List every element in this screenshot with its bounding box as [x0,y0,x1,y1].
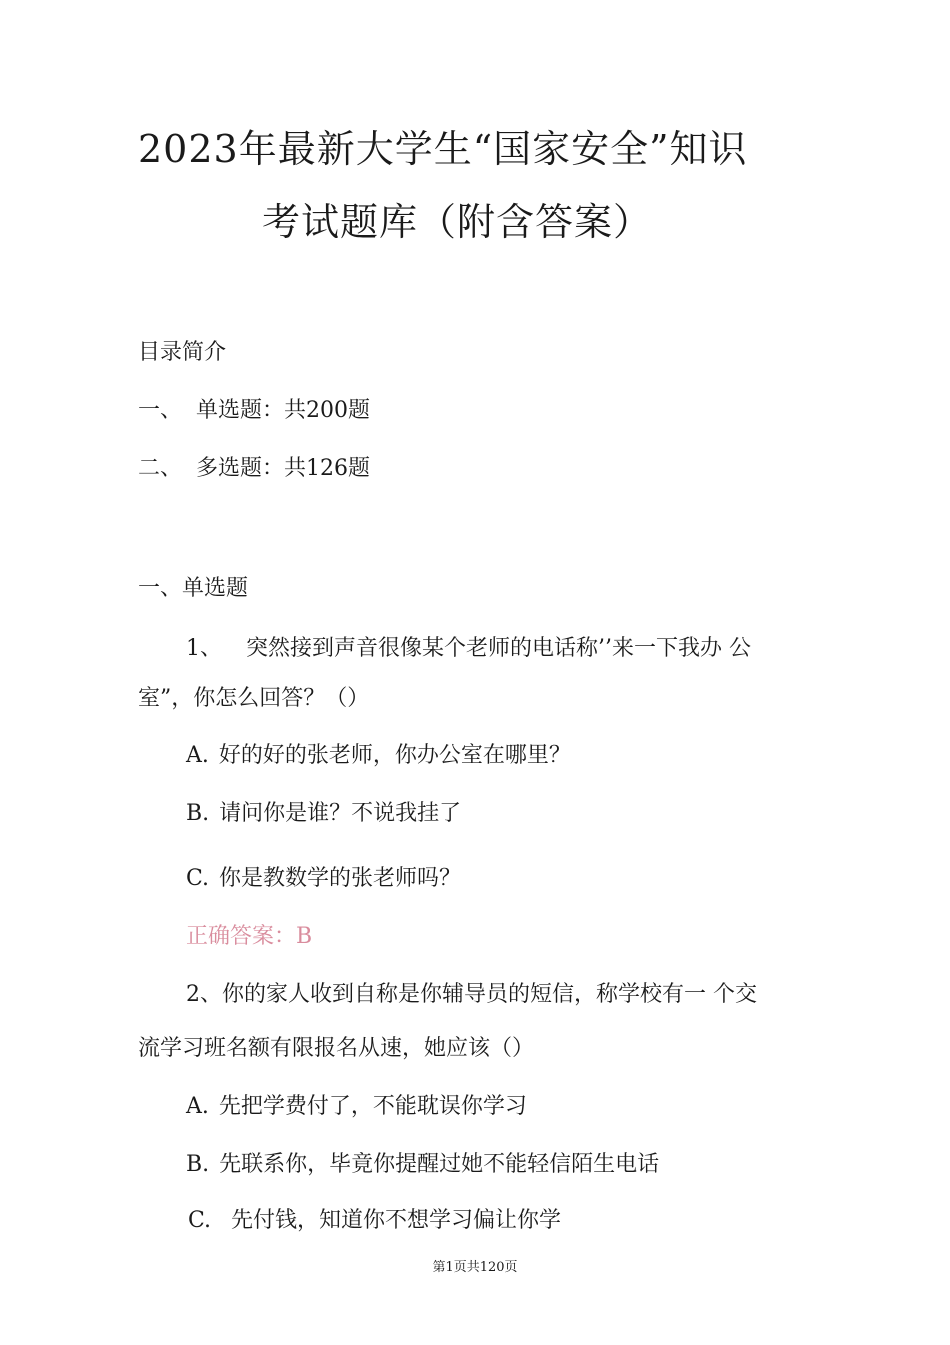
question-number: 1、 [186,636,222,661]
document-title-line-1: 2023年最新大学生“国家安全”知识 [138,127,748,171]
question-text: 突然接到声音很像某个老师的电话称’’来一下我办 公 [246,636,751,661]
section-heading: 一、单选题 [138,576,249,601]
question-1-line-1 [186,638,751,660]
option-letter: C. [186,866,210,891]
option-text: 先付钱，知道你不想学习偏让你学 [231,1208,562,1233]
toc-item [138,400,370,422]
question-2-option-b [186,1154,659,1176]
option-letter: B. [186,801,210,826]
question-1-option-c [186,868,461,890]
toc-item-text: 多选题：共126题 [196,456,371,481]
toc-item [138,458,370,480]
page-footer: 第1页共120页 [432,1260,518,1275]
question-2-option-a [186,1096,527,1118]
option-letter: B. [186,1152,210,1177]
toc-item-text: 单选题：共200题 [196,398,371,423]
question-1-option-b [186,803,461,825]
option-text: 好的好的张老师，你办公室在哪里？ [218,743,571,768]
question-1-option-a [186,745,571,767]
document-title-line-2: 考试题库（附含答案） [262,200,653,244]
option-text: 先联系你，毕竟你提醒过她不能轻信陌生电话 [219,1152,660,1177]
option-text: 先把学费付了，不能耽误你学习 [218,1094,527,1119]
question-1-answer: 正确答案：B [186,924,313,949]
question-2-option-c [188,1210,561,1232]
question-2-line-2: 流学习班名额有限报名从速，她应该（） [138,1036,535,1061]
option-text: 你是教数学的张老师吗？ [219,866,462,891]
option-letter: A. [186,1094,209,1119]
toc-heading: 目录简介 [138,340,227,365]
question-1-line-2: 室”，你怎么回答？（） [138,686,370,711]
option-letter: C. [188,1208,212,1233]
question-2-line-1: 2、你的家人收到自称是你辅导员的短信，称学校有一 个交 [186,982,757,1007]
option-letter: A. [186,743,209,768]
toc-item-number: 一、 [138,398,183,423]
toc-item-number: 二、 [138,456,183,481]
option-text: 请问你是谁？不说我挂了 [219,801,462,826]
